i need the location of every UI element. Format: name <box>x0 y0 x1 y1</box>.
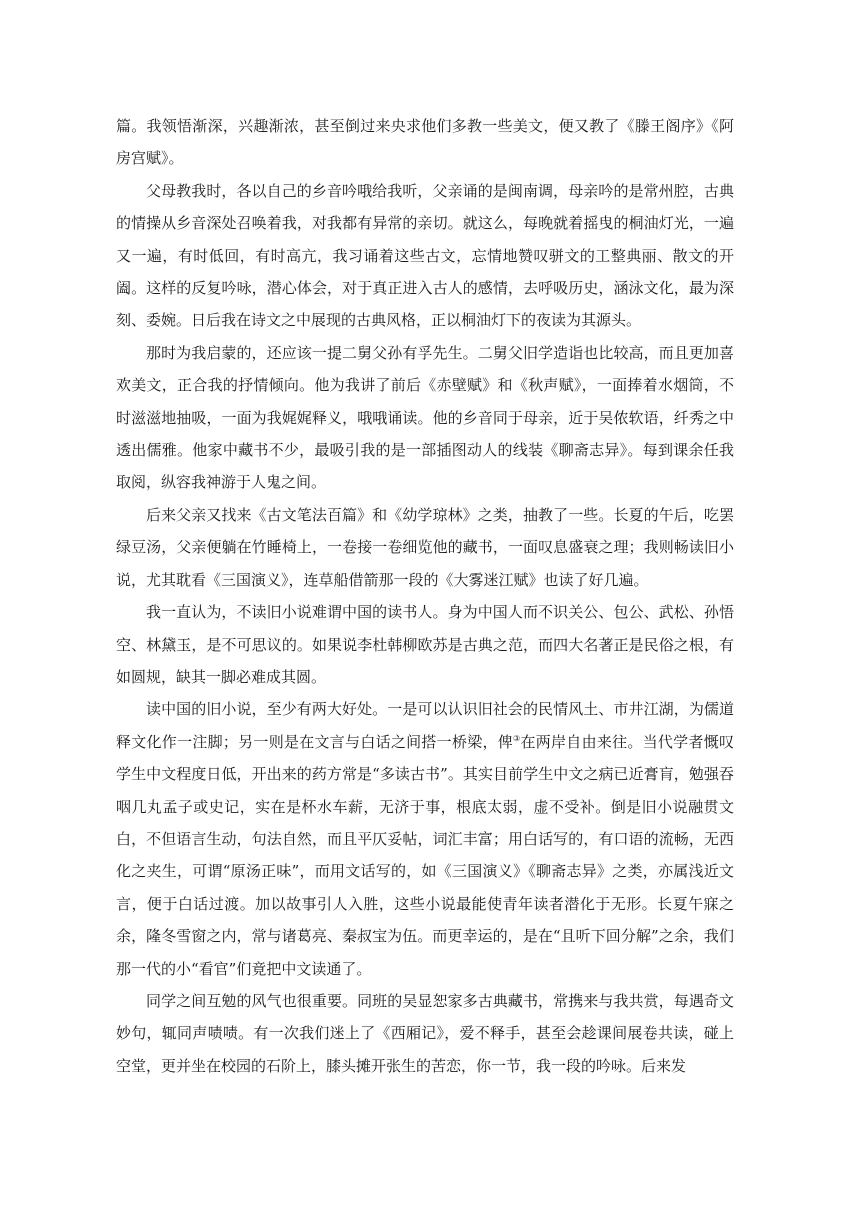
paragraph-7: 同学之间互勉的风气也很重要。同班的吴显恕家多古典藏书，常携来与我共赏，每遇奇文妙句，辄同声啧啧。有一次我们迷上了《西厢记》，爱不释手，甚至会趁课间展卷共读，碰上空堂，更并坐在校园的石阶上，膝头摊开张生的苦恋，你一节，我一段的吟咏。后来发 <box>116 991 734 1075</box>
paragraph-5: 我一直认为，不读旧小说难谓中国的读书人。身为中国人而不识关公、包公、武松、孙悟空、林黛玉，是不可思议的。如果说李杜韩柳欧苏是古典之范，而四大名著正是民俗之根，有如圆规，缺其一脚必难成其圆。 <box>116 603 734 686</box>
paragraph-6-text-after: 在两岸自由来往。当代学者慨叹学生中文程度日低，开出来的药方常是“多读古书”。其实目前学生中文之病已近膏肓，勉强吞咽几丸孟子或史记，实在是杯水车薪，无济于事，根底太弱，虚不受补。倒是旧小说融贯文白，不但语言生动，句法自然，而且平仄妥帖，词汇丰富；用白话写的，有口语的流畅，无西化之夹生，可谓“原汤正味”，而用文话写的，如《三国演义》《聊斋志异》之类，亦属浅近文言，便于白话过渡。加以故事引人入胜，这些小说最能使青年读者潜化于无形。长夏午寐之余，隆冬雪窗之内，常与诸葛亮、秦叔宝为伍。而更幸运的，是在“且听下回分解”之余，我们那一代的小“看官”们竟把中文读通了。 <box>116 732 734 978</box>
paragraph-6-text-before: 读中国的旧小说，至少有两大好处。一是可以认识旧社会的民情风土、市井江湖，为儒道释文化作一注脚；另一则是在文言与白话之间搭一桥梁，俾 <box>116 700 734 751</box>
paragraph-2: 父母教我时，各以自己的乡音吟哦给我听，父亲诵的是闽南调，母亲吟的是常州腔，古典的情操从乡音深处召唤着我，对我都有异常的亲切。就这么，每晚就着摇曳的桐油灯光，一遍又一遍，有时低回，有时高亢，我习诵着这些古文，忘情地赞叹骈文的工整典丽、散文的开阖。这样的反复吟咏，潜心体会，对于真正进入古人的感情，去呼吸历史，涵泳文化，最为深刻、委婉。日后我在诗文之中展现的古典风格，正以桐油灯下的夜读为其源头。 <box>116 181 734 330</box>
paragraph-1: 篇。我领悟渐深，兴趣渐浓，甚至倒过来央求他们多教一些美文，便又教了《滕王阁序》《阿房宫赋》。 <box>116 117 734 168</box>
paragraph-3: 那时为我启蒙的，还应该一提二舅父孙有孚先生。二舅父旧学造诣也比较高，而且更加喜欢美文，正合我的抒情倾向。他为我讲了前后《赤壁赋》和《秋声赋》，一面捧着水烟筒，不时滋滋地抽吸，一面为我娓娓释义，哦哦诵读。他的乡音同于母亲，近于吴侬软语，纤秀之中透出儒雅。他家中藏书不少，最吸引我的是一部插图动人的线装《聊斋志异》。每到课余任我取阅，纵容我神游于人鬼之间。 <box>116 343 734 492</box>
paragraph-4: 后来父亲又找来《古文笔法百篇》和《幼学琼林》之类，抽教了一些。长夏的午后，吃罢绿豆汤，父亲便躺在竹睡椅上，一卷接一卷细览他的藏书，一面叹息盛衰之理；我则畅读旧小说，尤其耽看《三国演义》，连草船借箭那一段的《大雾迷江赋》也读了好几遍。 <box>116 505 734 589</box>
paragraph-6 <box>116 693 734 985</box>
body-text <box>116 110 734 1082</box>
footnote-marker: ③ <box>513 733 521 743</box>
